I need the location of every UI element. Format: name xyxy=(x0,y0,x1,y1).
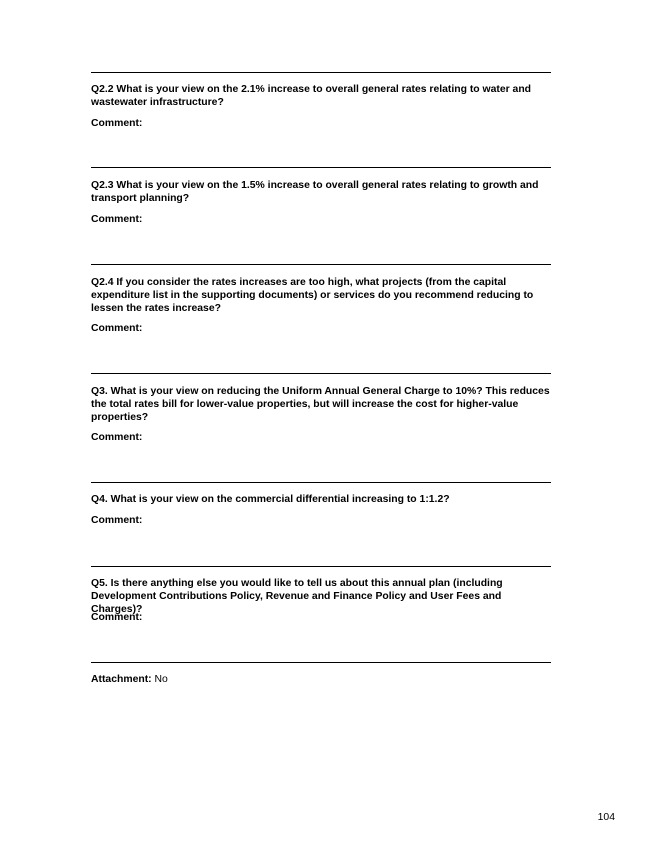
page-number: 104 xyxy=(597,812,615,823)
section-divider xyxy=(91,566,551,567)
section-divider xyxy=(91,167,551,168)
question-q5: Q5. Is there anything else you would like to tell us about this annual plan (including Development Contributions Policy, Revenue and Finance Policy and User Fees and Charges)? xyxy=(91,578,503,615)
question-q3: Q3. What is your view on reducing the Uniform Annual General Charge to 10%? This reduces the total rates bill for lower-value properties, but will increase the cost for higher-value properties? xyxy=(91,386,550,423)
comment-label-q2-4: Comment: xyxy=(91,323,143,334)
comment-label-q4: Comment: xyxy=(91,515,143,526)
question-q2-2: Q2.2 What is your view on the 2.1% increase to overall general rates relating to water and wastewater infrastructure? xyxy=(91,84,532,108)
attachment-label: Attachment: xyxy=(91,674,152,685)
comment-label-q2-3: Comment: xyxy=(91,214,143,225)
section-divider xyxy=(91,482,551,483)
question-q2-4: Q2.4 If you consider the rates increases are too high, what projects (from the capital expenditure list in the supporting documents) or services do you recommend reducing to lessen the rates increase? xyxy=(91,277,534,314)
comment-label-q5: Comment: xyxy=(91,612,143,623)
section-divider xyxy=(91,264,551,265)
question-q4: Q4. What is your view on the commercial differential increasing to 1:1.2? xyxy=(91,494,450,505)
question-q2-3: Q2.3 What is your view on the 1.5% increase to overall general rates relating to growth and transport planning? xyxy=(91,180,539,204)
comment-label-q3: Comment: xyxy=(91,432,143,443)
section-divider xyxy=(91,72,551,73)
section-divider xyxy=(91,662,551,663)
comment-label-q2-2: Comment: xyxy=(91,118,143,129)
attachment-line xyxy=(91,674,168,687)
section-divider xyxy=(91,373,551,374)
attachment-value: No xyxy=(154,674,168,685)
